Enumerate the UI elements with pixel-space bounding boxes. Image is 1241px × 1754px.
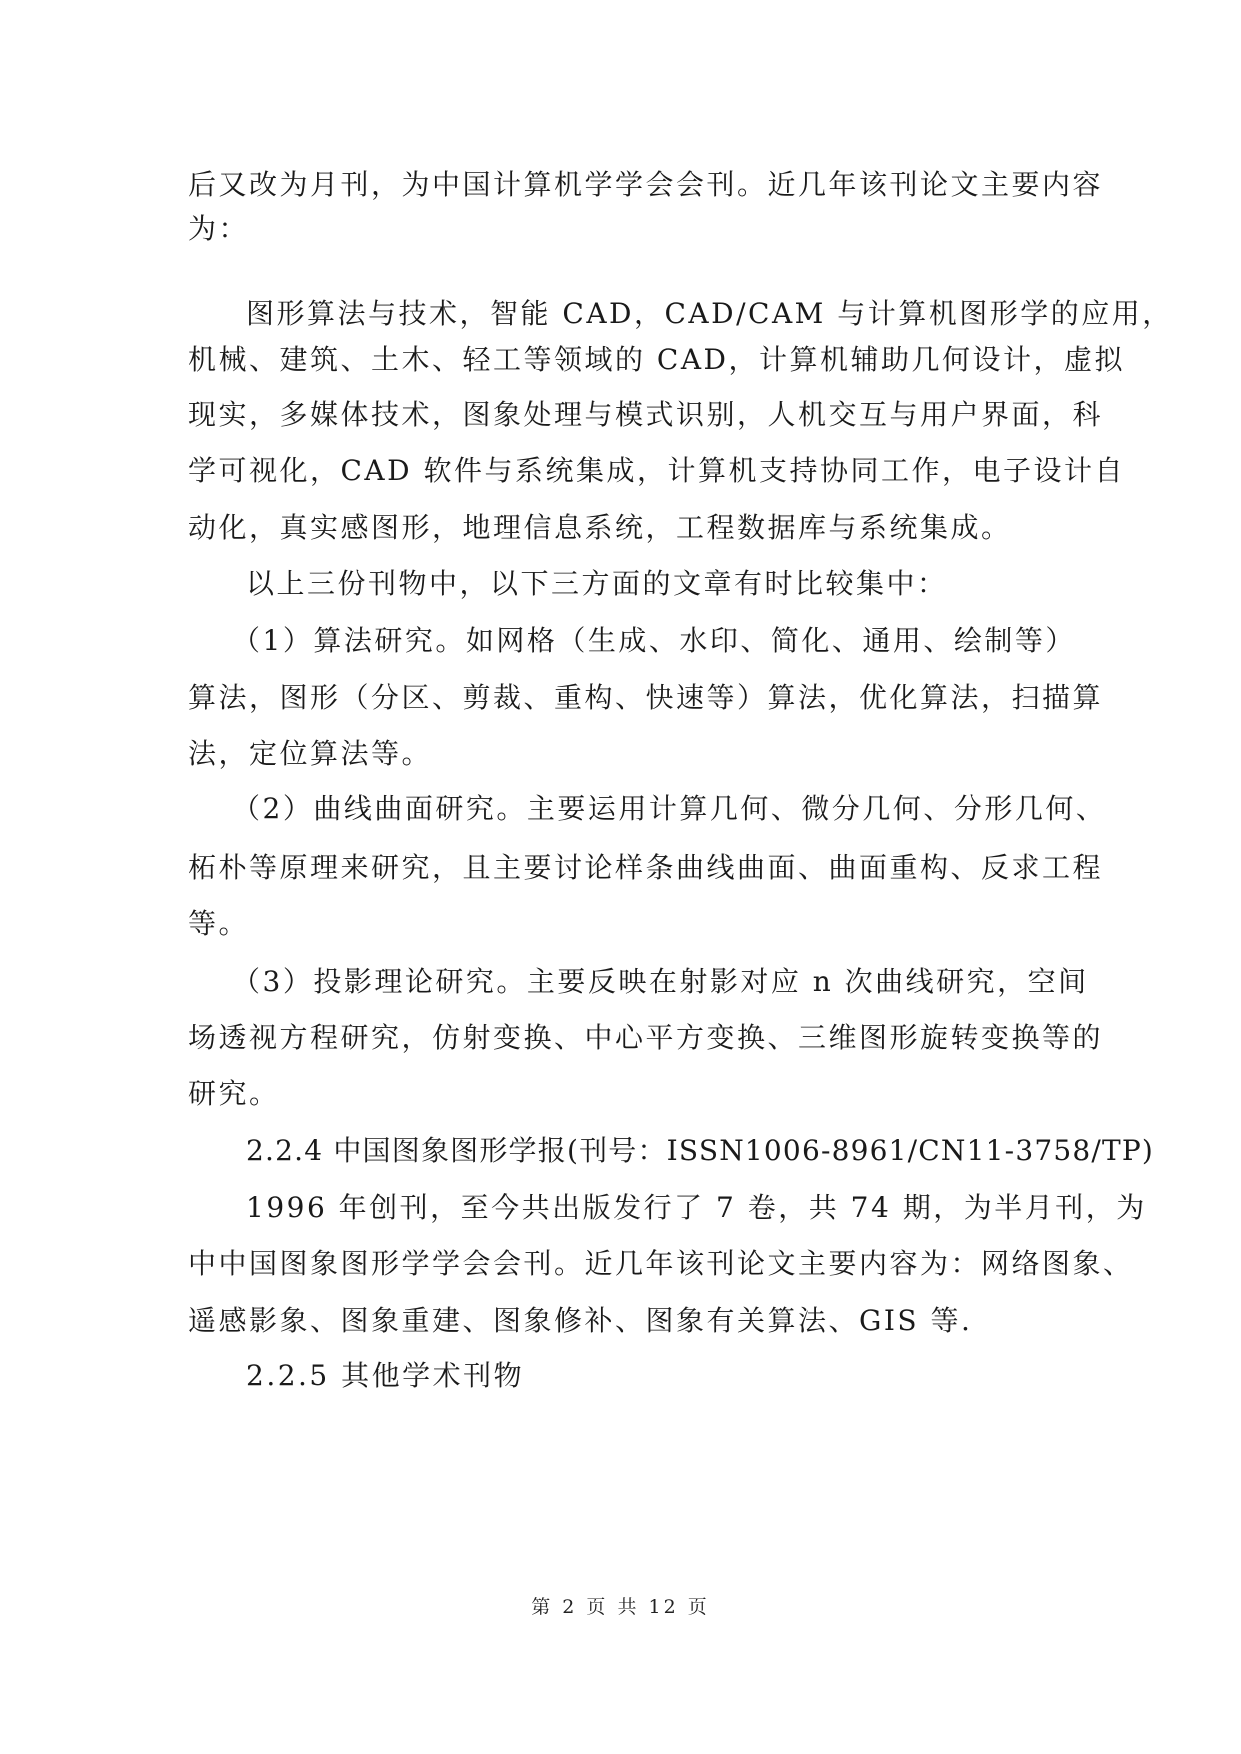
paragraph-line: （3）投影理论研究。主要反映在射影对应 n 次曲线研究，空间: [232, 965, 1089, 998]
paragraph-line: 机械、建筑、土木、轻工等领域的 CAD，计算机辅助几何设计，虚拟: [188, 343, 1125, 376]
paragraph-line: 算法，图形（分区、剪裁、重构、快速等）算法，优化算法，扫描算: [188, 681, 1104, 714]
paragraph-line: 柘朴等原理来研究，且主要讨论样条曲线曲面、曲面重构、反求工程: [188, 851, 1104, 884]
paragraph-line: 学可视化，CAD 软件与系统集成，计算机支持协同工作，电子设计自: [188, 454, 1125, 487]
section-heading: 2.2.5 其他学术刊物: [246, 1359, 525, 1392]
paragraph-line: 以上三份刊物中，以下三方面的文章有时比较集中：: [246, 567, 948, 600]
section-heading: 2.2.4 中国图象图形学报(刊号：ISSN1006-8961/CN11-3758/TP): [246, 1134, 1155, 1167]
paragraph-line: 场透视方程研究，仿射变换、中心平方变换、三维图形旋转变换等的: [188, 1021, 1104, 1054]
paragraph-line: 法，定位算法等。: [188, 737, 433, 770]
page-number-footer: 第 2 页 共 12 页: [531, 1596, 710, 1618]
paragraph-line: 研究。: [188, 1077, 280, 1110]
paragraph-line: 中中国图象图形学学会会刊。近几年该刊论文主要内容为：网络图象、: [188, 1247, 1134, 1280]
paragraph-line: 后又改为月刊，为中国计算机学学会会刊。近几年该刊论文主要内容: [188, 168, 1104, 201]
paragraph-line: （1）算法研究。如网格（生成、水印、简化、通用、绘制等）: [232, 624, 1076, 657]
paragraph-line: 遥感影象、图象重建、图象修补、图象有关算法、GIS 等.: [188, 1304, 973, 1337]
paragraph-line: （2）曲线曲面研究。主要运用计算几何、微分几何、分形几何、: [232, 792, 1107, 825]
paragraph-line: 动化，真实感图形，地理信息系统，工程数据库与系统集成。: [188, 511, 1012, 544]
paragraph-line: 等。: [188, 907, 250, 940]
paragraph-line: 为：: [188, 212, 250, 245]
paragraph-line: 1996 年创刊，至今共出版发行了 7 卷，共 74 期，为半月刊，为: [246, 1191, 1147, 1224]
paragraph-line: 图形算法与技术，智能 CAD，CAD/CAM 与计算机图形学的应用，: [246, 297, 1173, 330]
paragraph-line: 现实，多媒体技术，图象处理与模式识别，人机交互与用户界面，科: [188, 398, 1104, 431]
